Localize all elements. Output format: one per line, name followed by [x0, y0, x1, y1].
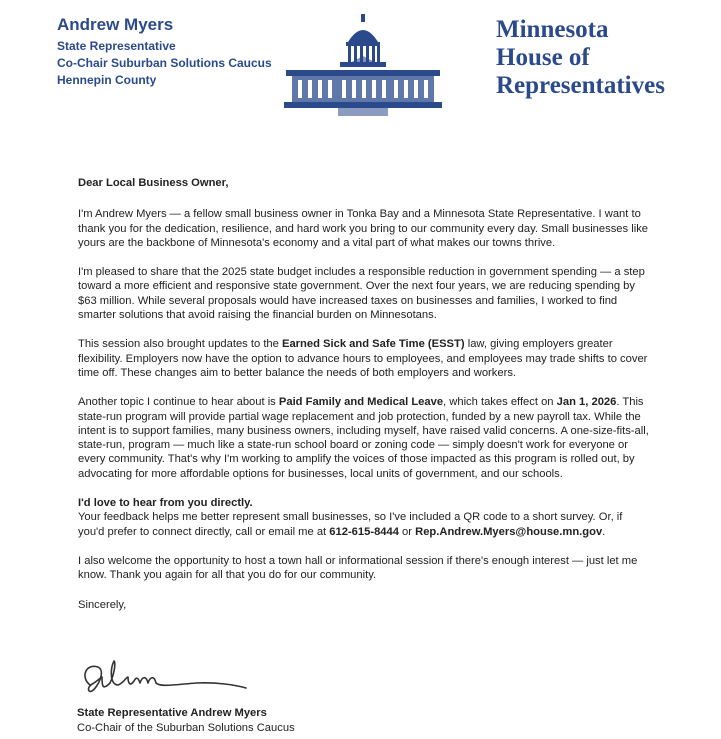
house-title-line: Minnesota: [496, 16, 609, 43]
paragraph-esst: [78, 337, 650, 380]
paragraph-intro: I'm Andrew Myers — a fellow small business owner in Tonka Bay and a Minnesota State Representative. I want to thank you for the dedication, resilience, and hard work you bring to our community every day. Small businesses like yours are the backbone of Minnesota's economy and a vital part of what makes our towns thrive.: [78, 208, 649, 249]
phone-number: 612-615-8444: [329, 525, 399, 538]
house-of-representatives-title: [496, 16, 665, 100]
paragraph-paid-leave: [78, 395, 650, 481]
closing: Sincerely,: [78, 598, 127, 611]
paragraph-budget: I'm pleased to share that the 2025 state budget includes a responsible reduction in government spending — a step toward a more efficient and responsive state government. Over the next four years, we are reducing spending by $63 million. While several proposals would have increased taxes on businesses and families, I worked to find smarter solutions that avoid raising the financial burden on Minnesotans.: [78, 266, 645, 322]
rep-name: Andrew Myers: [57, 15, 174, 34]
capitol-building-logo: [282, 12, 444, 118]
paid-leave-program-name: Paid Family and Medical Leave: [278, 396, 444, 409]
rep-title: State Representative: [57, 39, 176, 53]
esst-law-name: Earned Sick and Safe Time (ESST): [282, 338, 465, 351]
effective-date: Jan 1, 2026: [556, 396, 617, 409]
text: . This state-run program will provide partial wage replacement and job protection, funded by a new payroll tax. While the intent is to support families, many business owners, including myself, have raised valid concerns. A one-size-fits-all, state-run, program — much like a state-run school board or zoning code — simply doesn't work for everyone or every community. That's why I'm working to amplify the voices of those impacted as this program is rolled out, by advocating for more affordable options for businesses, local units of government, and our schools.: [78, 396, 649, 480]
text: Another topic I continue to hear about is: [78, 396, 279, 409]
house-title-line: Representatives: [496, 72, 665, 99]
contact-lead: I'd love to hear from you directly.: [78, 497, 253, 510]
letter-body: [78, 176, 650, 622]
paragraph-town-hall: I also welcome the opportunity to host a town hall or informational session if there's enough interest — just let me know. Thank you again for all that you do for our community.: [78, 554, 638, 582]
text: , which takes effect on: [443, 396, 557, 409]
text: This session also brought updates to the: [78, 338, 282, 351]
text: law, giving employers greater flexibility. Employers now have the option to advance hours to employees, and employees may trade shifts to cover time off. These changes aim to better balance the needs of both employers and workers.: [78, 338, 648, 379]
salutation: Dear Local Business Owner,: [78, 177, 229, 189]
text: or: [398, 525, 416, 538]
rep-role: Co-Chair Suburban Solutions Caucus: [57, 56, 272, 70]
house-title-line: House of: [496, 44, 590, 71]
handwritten-signature: [76, 655, 251, 700]
rep-county: Hennepin County: [57, 73, 157, 87]
text: Your feedback helps me better represent small businesses, so I've included a QR code to a short survey. Or, if you'd prefer to connect directly, call or email me at: [78, 511, 623, 538]
signer-name: State Representative Andrew Myers: [77, 707, 267, 719]
letterhead-contact: [57, 15, 272, 90]
email-address: Rep.Andrew.Myers@house.mn.gov: [415, 525, 603, 538]
paragraph-contact: [78, 496, 650, 539]
signer-title: Co-Chair of the Suburban Solutions Caucus: [77, 722, 295, 734]
text: .: [602, 525, 606, 538]
